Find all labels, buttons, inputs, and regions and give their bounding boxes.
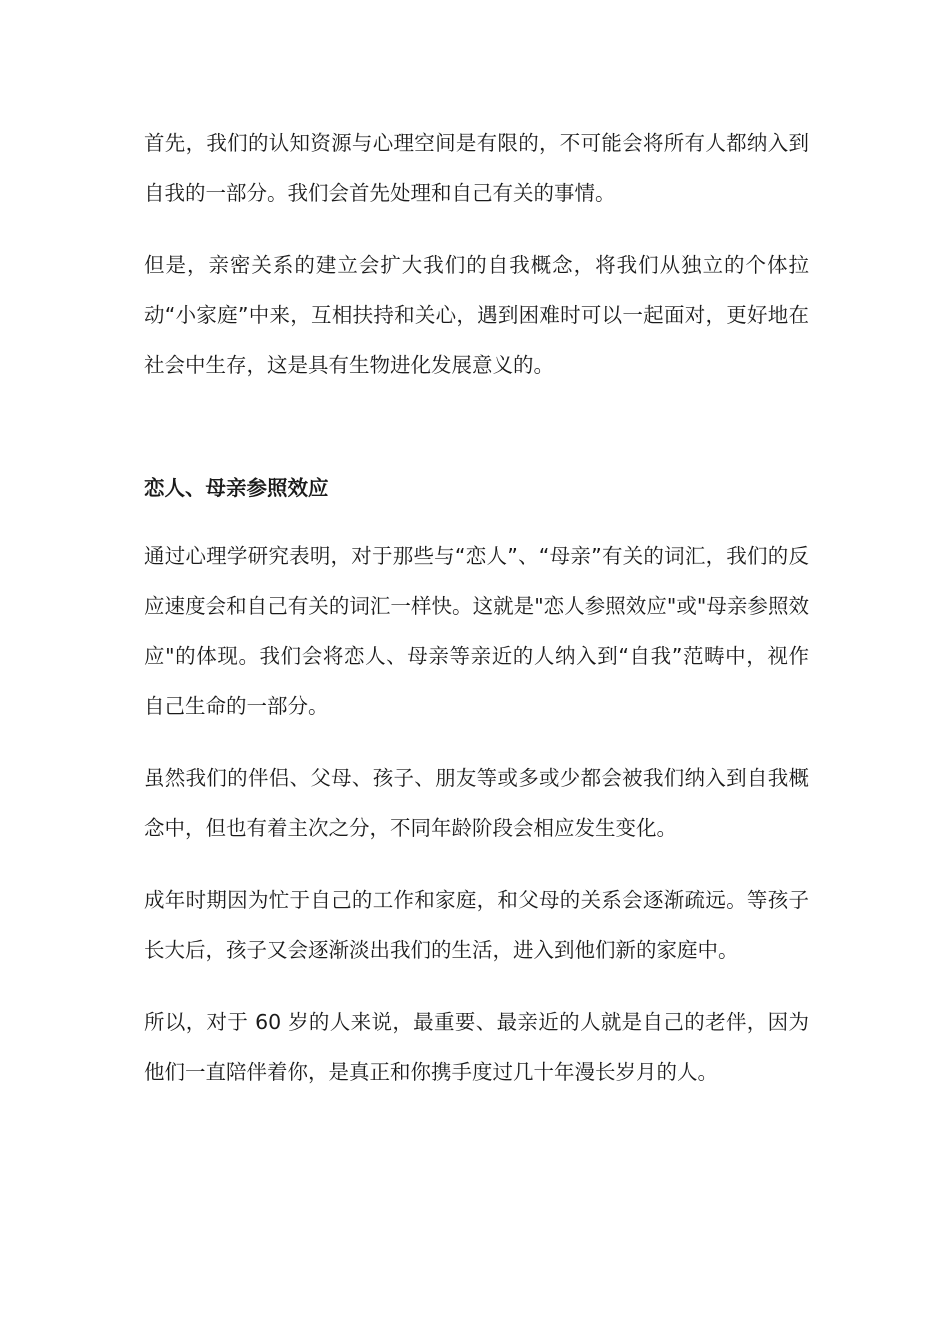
paragraph-elderly-partner: 所以，对于 60 岁的人来说，最重要、最亲近的人就是自己的老伴，因为他们一直陪伴着你，是真正和你携手度过几十年漫长岁月的人。	[144, 1010, 809, 1084]
paragraph-adulthood: 成年时期因为忙于自己的工作和家庭，和父母的关系会逐渐疏远。等孩子长大后，孩子又会逐渐淡出我们的生活，进入到他们新的家庭中。	[144, 888, 809, 962]
paragraph-reference-effect: 通过心理学研究表明，对于那些与“恋人”、“母亲”有关的词汇，我们的反应速度会和自己有关的词汇一样快。这就是"恋人参照效应"或"母亲参照效应"的体现。我们会将恋人、母亲等亲近的人纳入到“自我”范畴中，视作自己生命的一部分。	[144, 544, 809, 718]
article-body	[144, 118, 809, 1097]
paragraph-intimate-relationships: 但是，亲密关系的建立会扩大我们的自我概念，将我们从独立的个体拉动“小家庭”中来，互相扶持和关心，遇到困难时可以一起面对，更好地在社会中生存，这是具有生物进化发展意义的。	[144, 253, 809, 377]
paragraph-priorities: 虽然我们的伴侣、父母、孩子、朋友等或多或少都会被我们纳入到自我概念中，但也有着主次之分，不同年龄阶段会相应发生变化。	[144, 766, 809, 840]
paragraph-cognitive-resources: 首先，我们的认知资源与心理空间是有限的，不可能会将所有人都纳入到自我的一部分。我们会首先处理和自己有关的事情。	[144, 131, 809, 205]
section-heading: 恋人、母亲参照效应	[144, 476, 329, 500]
